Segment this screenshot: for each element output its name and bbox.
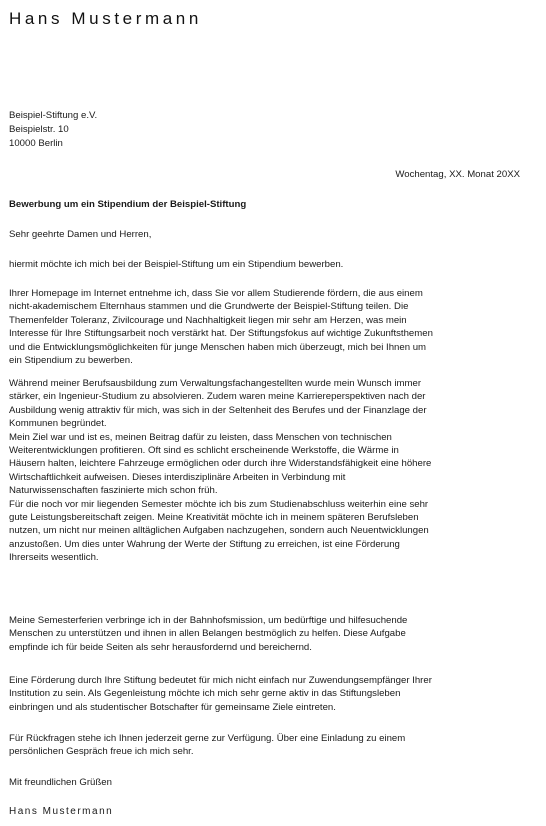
paragraph-line: Weiterentwicklungen profitieren. Oft sind es schlicht erscheinende Werkstoffe, die Wärme in	[9, 445, 399, 457]
recipient-line-3: 10000 Berlin	[9, 138, 63, 149]
paragraph-line: Kommunen begründet.	[9, 418, 107, 430]
paragraph-line: Wirtschaftlichkeit aufweisen. Dieses interdisziplinäre Arbeiten in Verbindung mit	[9, 471, 346, 483]
paragraph-volunteering	[9, 614, 407, 654]
paragraph-line: Meine Semesterferien verbringe ich in der Bahnhofsmission, um bedürftige und hilfesuchende	[9, 615, 408, 626]
recipient-line-2: Beispielstr. 10	[9, 124, 69, 135]
paragraph-contact	[9, 732, 405, 759]
paragraph-line: persönlichen Gespräch freue ich mich sehr.	[9, 746, 194, 758]
paragraph-line: einbringen und als studentischer Botschafter für gemeinsame Ziele eintreten.	[9, 701, 336, 713]
sender-name-heading: Hans Mustermann	[9, 9, 202, 28]
paragraph-line: Häusern halten, leichtere Fahrzeuge ermöglichen oder durch ihre Widerstandsfähigkeit eine höhere	[9, 458, 432, 470]
letter-date: Wochentag, XX. Monat 20XX	[395, 169, 520, 180]
paragraph-career	[9, 377, 431, 565]
paragraph-line: Naturwissenschaften faszinierte mich schon früh.	[9, 485, 218, 497]
paragraph-line: Ihrerseits wesentlich.	[9, 552, 99, 564]
paragraph-commitment	[9, 674, 432, 714]
paragraph-line: gute Leistungsbereitschaft zeigen. Meine Kreativität möchte ich in meinem späteren Berufsleben	[9, 512, 419, 524]
paragraph-line: Interesse für Ihre Stiftungsarbeit noch verstärkt hat. Der Stiftungsfokus auf wichtige Zukunftsthemen	[9, 328, 433, 340]
paragraph-line: Eine Förderung durch Ihre Stiftung bedeutet für mich nicht einfach nur Zuwendungsempfänger Ihrer	[9, 675, 432, 686]
paragraph-line: Mein Ziel war und ist es, meinen Beitrag dafür zu leisten, dass Menschen von technischen	[9, 431, 392, 443]
signature-name: Hans Mustermann	[9, 806, 114, 817]
paragraph-line: Menschen zu unterstützen und ihnen in allen Belangen bestmöglich zu helfen. Diese Aufgabe	[9, 628, 406, 640]
paragraph-line: stärker, ein Ingenieur-Studium zu absolvieren. Zudem waren meine Karriereperspektiven nach der	[9, 391, 426, 403]
letter-subject: Bewerbung um ein Stipendium der Beispiel-Stiftung	[9, 199, 247, 210]
paragraph-line: Ihrer Homepage im Internet entnehme ich, dass Sie vor allem Studierende fördern, die aus einem	[9, 288, 423, 299]
closing-formula: Mit freundlichen Grüßen	[9, 777, 112, 788]
paragraph-line: und die Entwicklungsmöglichkeiten für junge Menschen haben mich überzeugt, mich bei Ihnen um	[9, 341, 427, 353]
paragraph-line: Für Rückfragen stehe ich Ihnen jederzeit gerne zur Verfügung. Über eine Einladung zu einem	[9, 733, 406, 744]
paragraph-line: Während meiner Berufsausbildung zum Verwaltungsfachangestellten wurde mein Wunsch immer	[9, 378, 422, 389]
paragraph-line: empfinde ich für beide Seiten als sehr herausfordernd und bereichernd.	[9, 641, 312, 653]
intro-sentence: hiermit möchte ich mich bei der Beispiel-Stiftung um ein Stipendium bewerben.	[9, 259, 344, 270]
paragraph-line: ein Stipendium zu bewerben.	[9, 355, 133, 367]
paragraph-motivation	[9, 287, 433, 367]
paragraph-line: nutzen, um nicht nur meinen alltäglichen Aufgaben nachzugehen, sondern auch Neuentwicklungen	[9, 525, 429, 537]
recipient-line-1: Beispiel-Stiftung e.V.	[9, 110, 98, 121]
salutation: Sehr geehrte Damen und Herren,	[9, 229, 152, 240]
paragraph-line: Für die noch vor mir liegenden Semester möchte ich bis zum Studienabschluss weiterhin eine sehr	[9, 498, 429, 510]
paragraph-line: Ausbildung wenig attraktiv für mich, was sich in der Seltenheit des Berufes und der Finanzlage der	[9, 404, 427, 416]
paragraph-line: nicht-akademischem Elternhaus stammen und die Grundwerte der Beispiel-Stiftung teilen. Die	[9, 301, 409, 313]
paragraph-line: Institution zu sein. Als Gegenleistung möchte ich mich sehr gerne aktiv in das Stiftungsleben	[9, 688, 401, 700]
paragraph-line: Themenfelder Toleranz, Zivilcourage und Nachhaltigkeit liegen mir sehr am Herzen, was mein	[9, 314, 407, 326]
paragraph-line: anzustoßen. Um dies unter Wahrung der Werte der Stiftung zu erreichen, ist eine Förderung	[9, 538, 400, 550]
